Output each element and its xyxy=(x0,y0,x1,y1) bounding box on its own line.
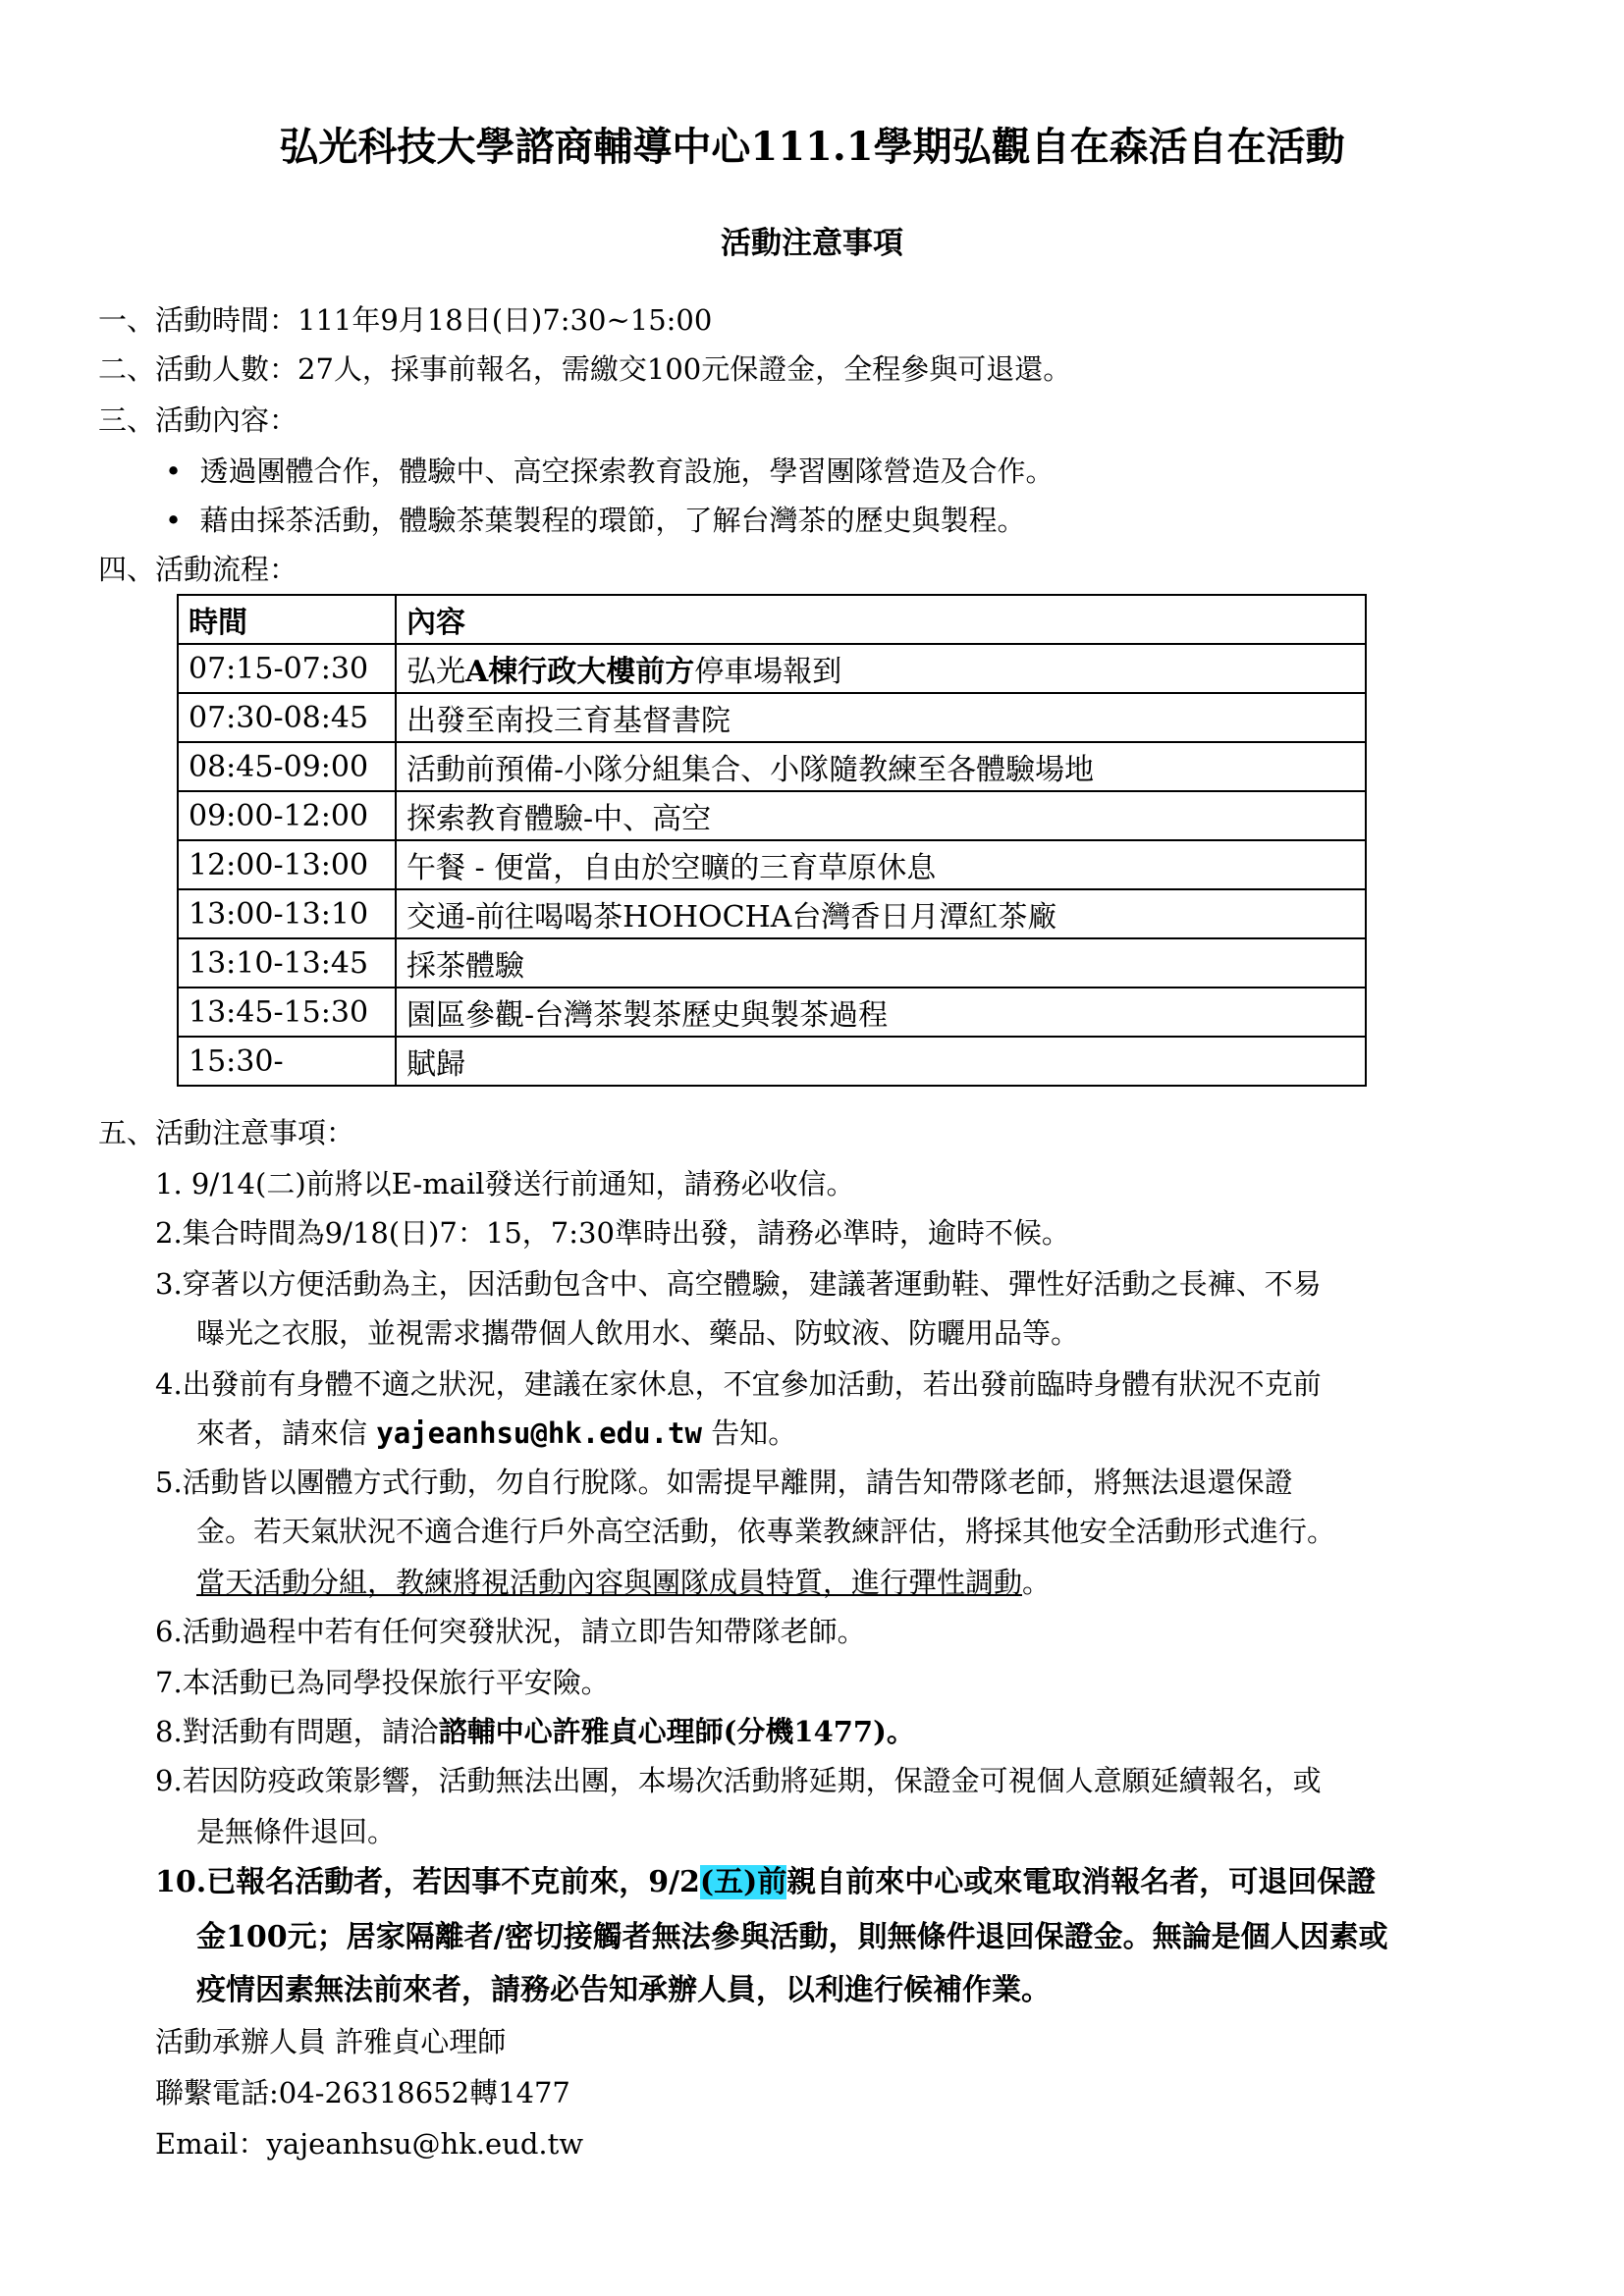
note-4-pre: 來者，請來信 xyxy=(196,1416,368,1450)
schedule-content-pre: 弘光 xyxy=(406,655,465,689)
schedule-table xyxy=(177,594,1367,1087)
schedule-time: 07:15-07:30 xyxy=(178,644,396,693)
content-bullet-1: • 透過團體合作，體驗中、高空探索教育設施，學習團隊營造及合作。 xyxy=(165,454,1055,488)
note-5-line-2: 金。若天氣狀況不適合進行戶外高空活動，依專業教練評估，將採其他安全活動形式進行。 xyxy=(196,1515,1336,1548)
schedule-time: 13:00-13:10 xyxy=(178,889,396,938)
note-8 xyxy=(155,1712,915,1751)
schedule-time: 09:00-12:00 xyxy=(178,791,396,840)
schedule-time: 15:30- xyxy=(178,1037,396,1086)
schedule-time: 13:10-13:45 xyxy=(178,938,396,988)
schedule-content: 園區參觀-台灣茶製茶歷史與製茶過程 xyxy=(396,988,1366,1037)
note-10-mid: 前 xyxy=(757,1865,787,1899)
schedule-content: 午餐 - 便當，自由於空曠的三育草原休息 xyxy=(396,840,1366,889)
schedule-content: 活動前預備-小隊分組集合、小隊隨教練至各體驗場地 xyxy=(396,742,1366,791)
table-row xyxy=(178,889,1366,938)
note-2: 2.集合時間為9/18(日)7：15，7:30準時出發，請務必準時，逾時不候。 xyxy=(155,1216,1070,1250)
note-10-line-3: 疫情因素無法前來者，請務必告知承辦人員，以利進行候補作業。 xyxy=(196,1973,1051,2007)
contact-organizer: 活動承辦人員 許雅貞心理師 xyxy=(155,2025,507,2058)
section-schedule-heading: 四、活動流程： xyxy=(98,553,298,586)
table-row xyxy=(178,742,1366,791)
contact-phone: 聯繫電話:04-26318652轉1477 xyxy=(155,2076,570,2109)
note-10-post: 親自前來中心或來電取消報名者，可退回保證 xyxy=(786,1865,1377,1899)
schedule-time: 12:00-13:00 xyxy=(178,840,396,889)
note-9-line-2: 是無條件退回。 xyxy=(196,1815,397,1848)
content-bullet-2: • 藉由採茶活動，體驗茶葉製程的環節，了解台灣茶的歷史與製程。 xyxy=(165,504,1026,537)
schedule-content: 採茶體驗 xyxy=(396,938,1366,988)
table-row xyxy=(178,791,1366,840)
note-5-end: 。 xyxy=(1022,1566,1052,1599)
note-10-line-2: 金100元；居家隔離者/密切接觸者無法參與活動，則無條件退回保證金。無論是個人因素或 xyxy=(196,1920,1388,1954)
schedule-time: 07:30-08:45 xyxy=(178,693,396,742)
schedule-content: 探索教育體驗-中、高空 xyxy=(396,791,1366,840)
section-activity-time: 一、活動時間：111年9月18日(日)7:30~15:00 xyxy=(98,303,713,337)
schedule-content-post: 停車場報到 xyxy=(694,655,842,689)
note-10-highlight: (五) xyxy=(699,1865,758,1899)
note-3-line-1: 3.穿著以方便活動為主，因活動包含中、高空體驗，建議著運動鞋、彈性好活動之長褲、不易 xyxy=(155,1267,1322,1301)
section-content-heading: 三、活動內容： xyxy=(98,403,298,437)
note-4-line-2 xyxy=(196,1414,796,1453)
schedule-content: 出發至南投三育基督書院 xyxy=(396,693,1366,742)
note-1: 1. 9/14(二)前將以E-mail發送行前通知，請務必收信。 xyxy=(155,1167,855,1201)
schedule-time: 08:45-09:00 xyxy=(178,742,396,791)
contact-email: Email：yajeanhsu@hk.eud.tw xyxy=(155,2127,584,2161)
note-8-pre: 8.對活動有問題，請洽 xyxy=(155,1715,439,1748)
table-row xyxy=(178,938,1366,988)
schedule-header-content: 內容 xyxy=(396,595,1366,644)
note-6: 6.活動過程中若有任何突發狀況，請立即告知帶隊老師。 xyxy=(155,1615,866,1648)
note-5-line-1: 5.活動皆以團體方式行動，勿自行脫隊。如需提早離開，請告知帶隊老師，將無法退還保證 xyxy=(155,1466,1293,1499)
schedule-time: 13:45-15:30 xyxy=(178,988,396,1037)
schedule-content: 交通-前往喝喝茶HOHOCHA台灣香日月潭紅茶廠 xyxy=(396,889,1366,938)
table-row xyxy=(178,693,1366,742)
schedule-content-bold: A棟行政大樓前方 xyxy=(465,655,695,689)
schedule-header-time: 時間 xyxy=(178,595,396,644)
note-4-email: yajeanhsu@hk.edu.tw xyxy=(376,1416,702,1450)
schedule-header-row xyxy=(178,595,1366,644)
table-row xyxy=(178,1037,1366,1086)
schedule-content xyxy=(396,644,1366,693)
note-7: 7.本活動已為同學投保旅行平安險。 xyxy=(155,1666,610,1699)
note-4-line-1: 4.出發前有身體不適之狀況，建議在家休息，不宜參加活動，若出發前臨時身體有狀況不克前 xyxy=(155,1367,1322,1401)
note-5-underlined: 當天活動分組，教練將視活動內容與團隊成員特質，進行彈性調動 xyxy=(196,1566,1023,1599)
note-4-post: 告知。 xyxy=(711,1416,797,1450)
note-9-line-1: 9.若因防疫政策影響，活動無法出團，本場次活動將延期，保證金可視個人意願延續報名，或 xyxy=(155,1764,1322,1797)
note-10-line-1 xyxy=(155,1863,1376,1902)
table-row xyxy=(178,988,1366,1037)
content-bullet-1-text: 透過團體合作，體驗中、高空探索教育設施，學習團隊營造及合作。 xyxy=(199,454,1055,488)
section-notes-heading: 五、活動注意事項： xyxy=(98,1116,355,1149)
schedule-content: 賦歸 xyxy=(396,1037,1366,1086)
table-row xyxy=(178,840,1366,889)
note-8-contact: 諮輔中心許雅貞心理師(分機1477)。 xyxy=(438,1715,915,1748)
document-subtitle: 活動注意事項 xyxy=(721,226,903,261)
note-3-line-2: 曝光之衣服，並視需求攜帶個人飲用水、藥品、防蚊液、防曬用品等。 xyxy=(196,1316,1080,1350)
table-row xyxy=(178,644,1366,693)
content-bullet-2-text: 藉由採茶活動，體驗茶葉製程的環節，了解台灣茶的歷史與製程。 xyxy=(199,504,1026,537)
document-title: 弘光科技大學諮商輔導中心111.1學期弘觀自在森活自在活動 xyxy=(279,124,1345,170)
note-10-pre: 10.已報名活動者，若因事不克前來，9/2 xyxy=(155,1865,700,1899)
note-5-line-3 xyxy=(196,1563,1051,1602)
section-participants: 二、活動人數：27人，採事前報名，需繳交100元保證金，全程參與可退還。 xyxy=(98,352,1072,386)
